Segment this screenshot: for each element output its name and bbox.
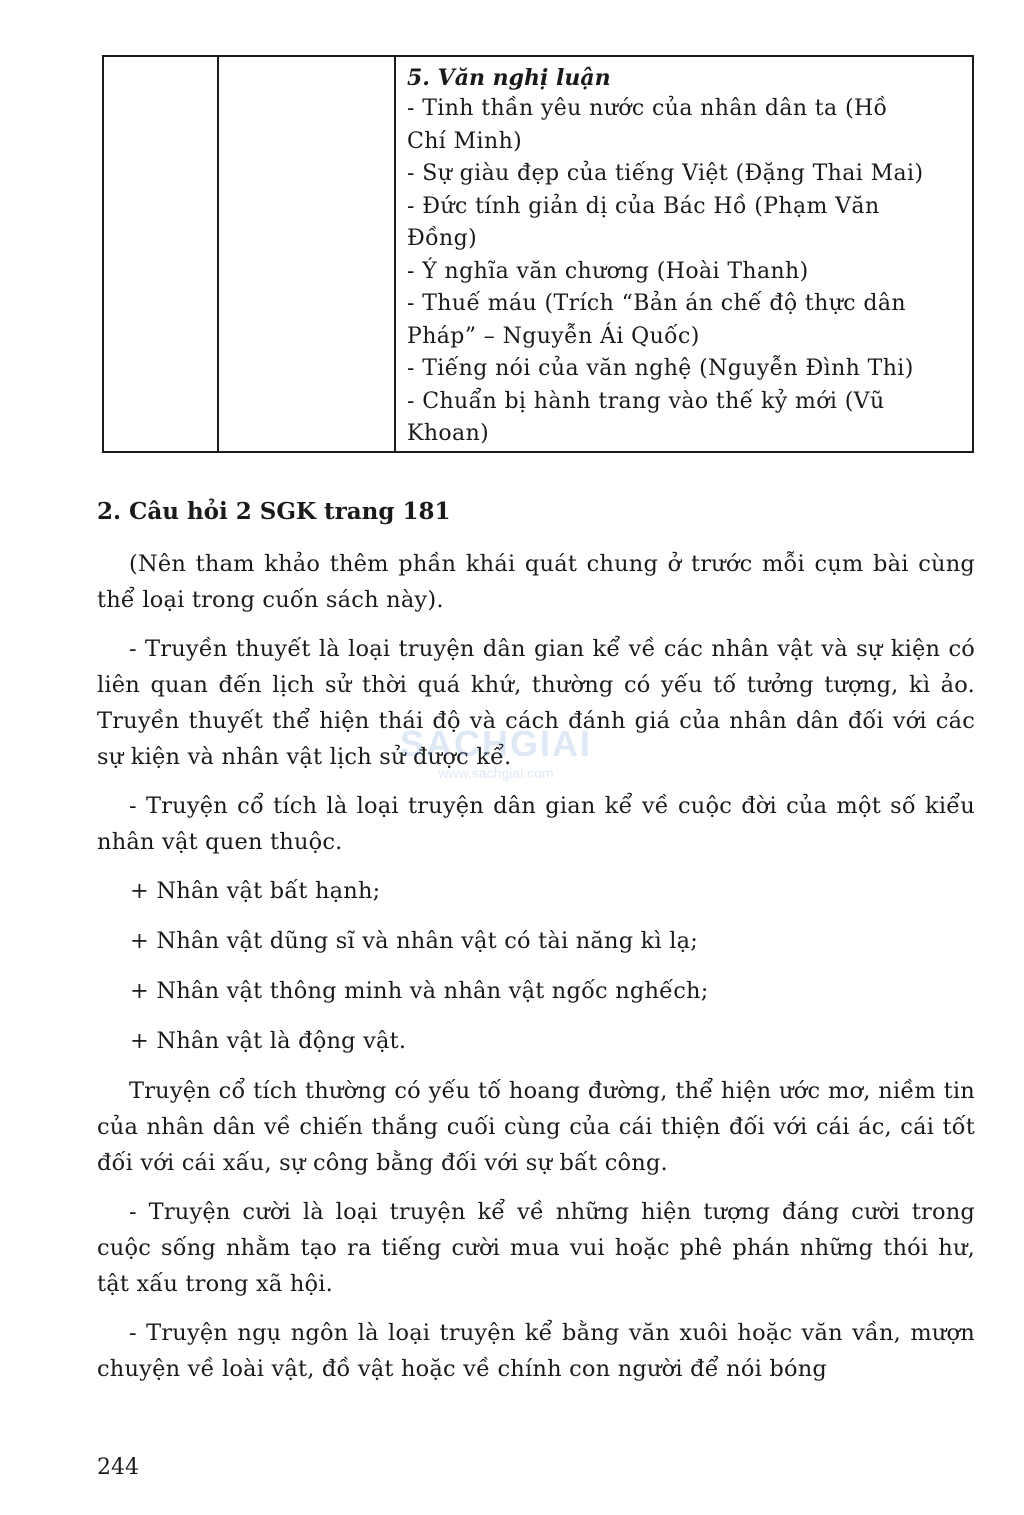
list-line: Đồng)	[407, 226, 478, 251]
page-number: 244	[97, 1455, 139, 1480]
empty-cell	[103, 56, 218, 452]
list-line: - Tiếng nói của văn nghệ (Nguyễn Đình Thi)	[407, 356, 914, 381]
list-line: Pháp” – Nguyễn Ái Quốc)	[407, 323, 700, 349]
paragraph: - Truyện cười là loại truyện kể về những hiện tượng đáng cười trong cuộc sống nhằm tạo ra tiếng cười mua vui hoặc phê phán những thói hư, tật xấu trong xã hội.	[97, 1199, 975, 1297]
list-item: + Nhân vật bất hạnh;	[130, 878, 381, 904]
section-heading: 2. Câu hỏi 2 SGK trang 181	[97, 498, 451, 525]
paragraph: Truyện cổ tích thường có yếu tố hoang đường, thể hiện ước mơ, niềm tin của nhân dân về chiến thắng cuối cùng của cái thiện đối với cái ác, cái tốt đối với cái xấu, sự công bằng đối với sự bất công.	[97, 1078, 975, 1176]
list-line: - Sự giàu đẹp của tiếng Việt (Đặng Thai Mai)	[407, 161, 924, 186]
list-line: - Chuẩn bị hành trang vào thế kỷ mới (Vũ	[407, 388, 885, 414]
list-line: - Tinh thần yêu nước của nhân dân ta (Hồ	[407, 96, 888, 121]
paragraph: - Truyện ngụ ngôn là loại truyện kể bằng văn xuôi hoặc văn vần, mượn chuyện về loài vật, đồ vật hoặc về chính con người để nói bóng	[97, 1320, 975, 1382]
paragraph: - Truyện cổ tích là loại truyện dân gian kể về cuộc đời của một số kiểu nhân vật quen thuộc.	[97, 793, 975, 855]
watermark-name: SACHGIAI	[400, 723, 593, 764]
content-table	[102, 55, 974, 453]
essay-list-cell	[395, 56, 973, 452]
section-title: 5. Văn nghị luận	[407, 65, 611, 91]
list-item: + Nhân vật thông minh và nhân vật ngốc nghếch;	[130, 978, 709, 1004]
table-row	[103, 56, 973, 452]
list-item: + Nhân vật dũng sĩ và nhân vật có tài năng kì lạ;	[130, 928, 699, 954]
body-text	[97, 546, 975, 1400]
list-line: Khoan)	[407, 421, 490, 446]
watermark-url: www.sachgiai.com	[438, 765, 554, 781]
list-line: - Thuế máu (Trích “Bản án chế độ thực dân	[407, 291, 906, 316]
list-line: - Ý nghĩa văn chương (Hoài Thanh)	[407, 258, 809, 284]
empty-cell	[218, 56, 395, 452]
list-line: - Đức tính giản dị của Bác Hồ (Phạm Văn	[407, 193, 880, 219]
paragraph: - Truyền thuyết là loại truyện dân gian kể về các nhân vật và sự kiện có liên quan đến lịch sử thời quá khứ, thường có yếu tố tưởng tượng, kì ảo. Truyền thuyết thể hiện thái độ và cách đánh giá của nhân dân đối với các sự kiện và nhân vật lịch sử được kể.	[97, 636, 975, 770]
list-item: + Nhân vật là động vật.	[130, 1028, 407, 1054]
list-line: Chí Minh)	[407, 128, 523, 154]
paragraph: (Nên tham khảo thêm phần khái quát chung ở trước mỗi cụm bài cùng thể loại trong cuốn sách này).	[97, 551, 975, 613]
